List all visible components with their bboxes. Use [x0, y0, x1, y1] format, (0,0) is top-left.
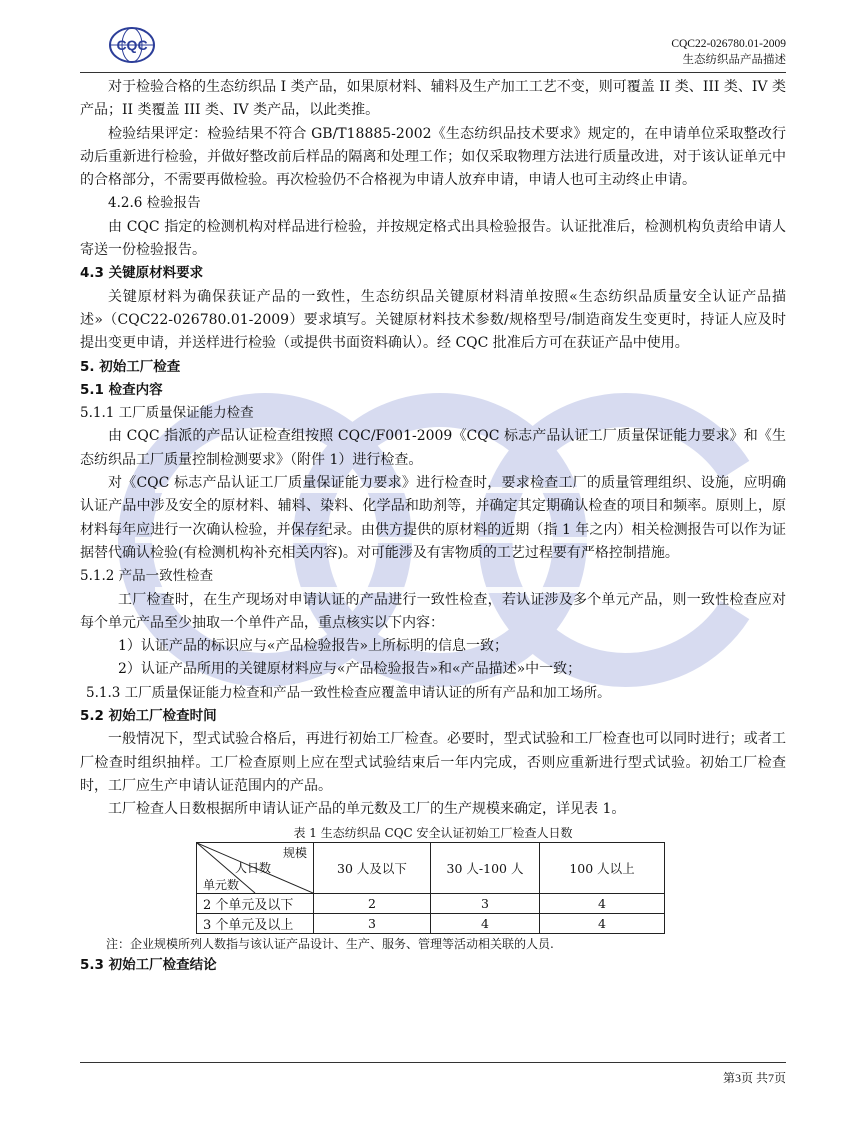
- table-cell: 4: [540, 893, 665, 913]
- table-cell: 3: [431, 893, 540, 913]
- table-header-row: [197, 842, 665, 893]
- paragraph: 工厂检查时，在生产现场对申请认证的产品进行一致性检查，若认证涉及多个单元产品，则一致性检查应对每个单元产品至少抽取一个单件产品，重点核实以下内容：: [80, 591, 786, 631]
- paragraph: 一般情况下，型式试验合格后，再进行初始工厂检查。必要时，型式试验和工厂检查也可以同时进行；或者工厂检查时组织抽样。工厂检查原则上应在型式试验结束后一年内完成，否则应重新进行型式试验。初始工厂检查时，工厂应生产申请认证范围内的产品。: [80, 731, 786, 794]
- row-label: 3 个单元及以上: [197, 913, 314, 933]
- page-header: [80, 22, 786, 73]
- paragraph: 关键原材料为确保获证产品的一致性，生态纺织品关键原材料清单按照«生态纺织品质量安全认证产品描述»（CQC22-026780.01-2009）要求填写。关键原材料技术参数/规格型号/制造商发生变更时，持证人应及时提出变更申请，并送样进行检验（或提供书面资料确认）。经 CQC 批准后方可在获证产品中使用。: [80, 288, 786, 352]
- corner-days-label: 人日数: [235, 860, 272, 875]
- section-5-2-heading: 5.2 初始工厂检查时间: [80, 708, 217, 725]
- column-header: 30 人及以下: [314, 842, 431, 893]
- section-5-heading: 5. 初始工厂检查: [80, 358, 181, 375]
- row-label: 2 个单元及以下: [197, 893, 314, 913]
- document-body: [80, 76, 786, 977]
- table-cell: 3: [314, 913, 431, 933]
- paragraph: 由 CQC 指派的产品认证检查组按照 CQC/F001-2009《CQC 标志产品认证工厂质量保证能力要求》和《生态纺织品工厂质量控制检测要求》（附件 1）进行检查。: [80, 428, 786, 468]
- column-header: 100 人以上: [540, 842, 665, 893]
- section-4-3-heading: 4.3 关键原材料要求: [80, 265, 204, 282]
- paragraph: 由 CQC 指定的检测机构对样品进行检验，并按规定格式出具检验报告。认证批准后，检测机构负责给申请人寄送一份检验报告。: [80, 218, 786, 259]
- inspection-days-table: [196, 842, 665, 934]
- paragraph: 工厂检查人日数根据所申请认证产品的单元数及工厂的生产规模来确定，详见表 1。: [108, 801, 626, 818]
- page-number: 第3页 共7页: [722, 1071, 786, 1085]
- svg-text:CQC: CQC: [116, 37, 148, 53]
- corner-scale-label: 规模: [282, 845, 307, 860]
- table-note: 注：企业规模所列人数指与该认证产品设计、生产、服务、管理等活动相关联的人员.: [106, 936, 554, 951]
- section-5-1-heading: 5.1 检查内容: [80, 381, 163, 398]
- paragraph: 对于检验合格的生态纺织品 I 类产品，如果原材料、辅料及生产加工工艺不变，则可覆盖 II 类、III 类、IV 类产品；II 类覆盖 III 类、IV 类产品，以此类推。: [80, 79, 786, 119]
- table-corner-cell: [197, 842, 314, 893]
- table-cell: 2: [314, 893, 431, 913]
- section-5-1-1-heading: 5.1.1 工厂质量保证能力检查: [80, 405, 254, 422]
- list-item: 2）认证产品所用的关键原材料应与«产品检验报告»和«产品描述»中一致；: [118, 661, 582, 678]
- section-5-1-2-heading: 5.1.2 产品一致性检查: [80, 568, 214, 585]
- column-header: 30 人-100 人: [431, 842, 540, 893]
- table-row: [197, 913, 665, 933]
- table-cell: 4: [540, 913, 665, 933]
- section-5-1-3-text: 5.1.3 工厂质量保证能力检查和产品一致性检查应覆盖申请认证的所有产品和加工场所。: [86, 684, 611, 701]
- paragraph: 对《CQC 标志产品认证工厂质量保证能力要求》进行检查时，要求检查工厂的质量管理组织、设施，应明确认证产品中涉及安全的原材料、辅料、染料、化学品和助剂等，并确定其定期确认检查的项目和频率。原则上，原材料每年应进行一次确认检验，并保存纪录。由供方提供的原材料的近期（指 1 年之内）相关检测报告可以作为证据替代确认检验(有检测机构补充相关内容)。对可能涉及有害物质的工艺过程要有严格控制措施。: [80, 475, 786, 561]
- doc-title: 生态纺织品产品描述: [682, 54, 786, 66]
- table-cell: 4: [431, 913, 540, 933]
- paragraph: 检验结果评定：检验结果不符合 GB/T18885-2002《生态纺织品技术要求》规定的，在申请单位采取整改行动后重新进行检验，并做好整改前后样品的隔离和处理工作；如仅采取物理方法进行质量改进，对于该认证单元中的合格部分，不需要再做检验。再次检验仍不合格视为申请人放弃申请，申请人也可主动终止申请。: [80, 125, 786, 189]
- corner-units-label: 单元数: [203, 877, 240, 892]
- page-footer: [80, 1062, 786, 1085]
- section-5-3-heading: 5.3 初始工厂检查结论: [80, 956, 217, 973]
- doc-code: CQC22-026780.01-2009: [671, 38, 786, 50]
- list-item: 1）认证产品的标识应与«产品检验报告»上所标明的信息一致；: [118, 638, 509, 655]
- cqc-logo: [108, 26, 156, 64]
- table-caption: 表 1 生态纺织品 CQC 安全认证初始工厂检查人日数: [293, 825, 573, 840]
- table-row: [197, 893, 665, 913]
- section-4-2-6-heading: 4.2.6 检验报告: [108, 195, 201, 212]
